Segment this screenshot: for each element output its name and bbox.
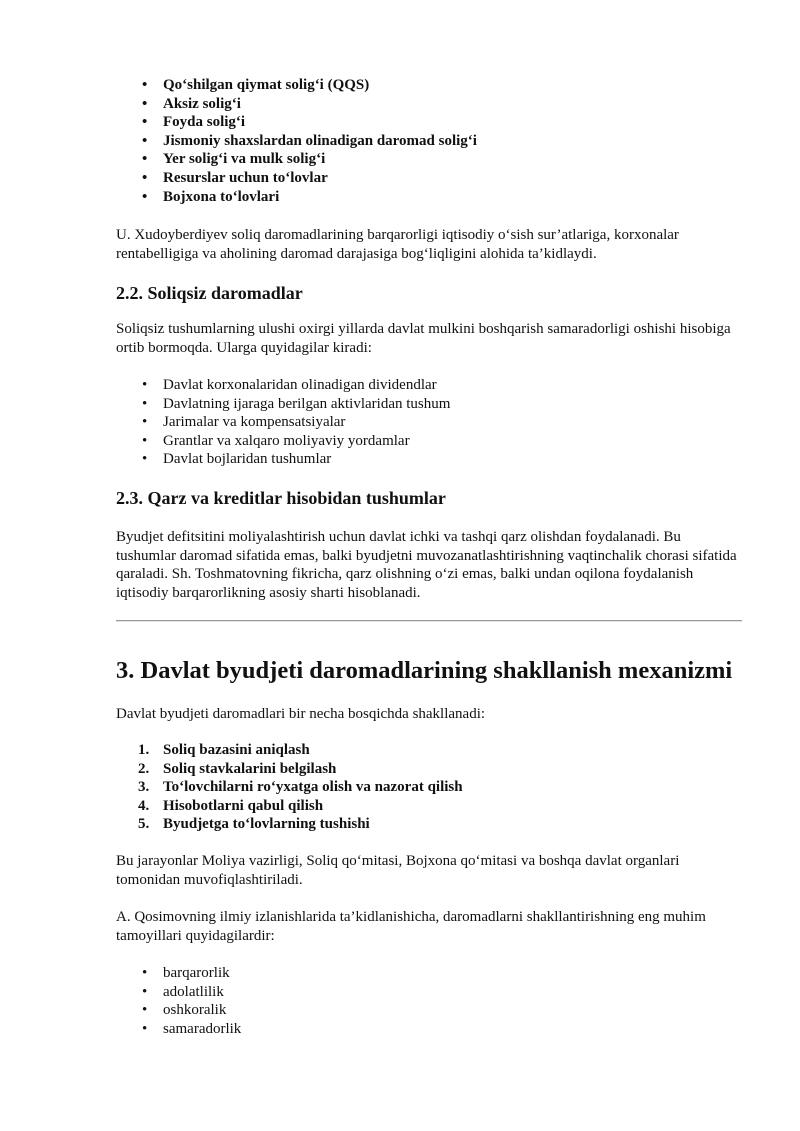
section-heading-3: 3. Davlat byudjeti daromadlarining shakllanish mexanizmi	[116, 657, 733, 684]
formation-steps-list	[116, 741, 744, 834]
section-heading-2-2: 2.2. Soliqsiz daromadlar	[116, 283, 303, 303]
paragraph-stages-intro: Davlat byudjeti daromadlari bir necha bosqichda shakllanadi:	[116, 706, 486, 722]
list-item: • Qo‘shilgan qiymat solig‘i (QQS)	[116, 76, 744, 95]
paragraph-xudoyberdiyev: U. Xudoyberdiyev soliq daromadlarining barqarorligi iqtisodiy o‘sish sur’atlariga, korxonalar rentabelligiga va aholining daromad darajasiga bog‘liqligini alohida ta’kidlaydi.	[116, 227, 679, 262]
list-item-text: To‘lovchilarni ro‘yxatga olish va nazorat qilish	[163, 779, 463, 796]
list-item: • Grantlar va xalqaro moliyaviy yordamlar	[116, 432, 744, 451]
list-number: 4.	[138, 797, 150, 814]
paragraph-debt: Byudjet defitsitini moliyalashtirish uchun davlat ichki va tashqi qarz olishdan foydalanadi. Bu tushumlar daromad sifatida emas, balki byudjetni muvozanatlashtirishning vaqtinchalik chorasi sifatida qaraladi. Sh. Toshmatovning fikricha, qarz olishning o‘zi emas, balki undan oqilona foydalanish iqtisodiy barqarorlikning asosiy sharti hisoblanadi.	[116, 529, 737, 601]
list-item: • Davlat bojlaridan tushumlar	[116, 450, 744, 469]
horizontal-divider	[116, 620, 742, 622]
list-item	[116, 778, 744, 797]
list-item: • Foyda solig‘i	[116, 113, 744, 132]
list-item	[116, 815, 744, 834]
paragraph-organs: Bu jarayonlar Moliya vazirligi, Soliq qo‘mitasi, Bojxona qo‘mitasi va boshqa davlat organlari tomonidan muvofiqlashtiriladi.	[116, 853, 680, 888]
tax-revenue-list	[116, 76, 744, 206]
list-item	[116, 760, 744, 779]
list-item: • samaradorlik	[116, 1020, 744, 1039]
list-item-text: Soliq bazasini aniqlash	[163, 742, 310, 758]
list-item: • Resurslar uchun to‘lovlar	[116, 169, 744, 188]
list-number: 3.	[138, 779, 150, 796]
list-number: 1.	[138, 742, 150, 758]
list-number: 5.	[138, 816, 150, 833]
list-item-text: Soliq stavkalarini belgilash	[163, 760, 337, 777]
list-item: • Jarimalar va kompensatsiyalar	[116, 413, 744, 432]
list-item-text: Byudjetga to‘lovlarning tushishi	[163, 816, 370, 833]
list-item	[116, 741, 744, 760]
principles-list	[116, 964, 744, 1038]
list-item: • Jismoniy shaxslardan olinadigan daromad solig‘i	[116, 132, 744, 151]
list-item: • oshkoralik	[116, 1001, 744, 1020]
section-heading-2-3: 2.3. Qarz va kreditlar hisobidan tushumlar	[116, 488, 446, 508]
list-number: 2.	[138, 760, 150, 777]
paragraph-non-tax: Soliqsiz tushumlarning ulushi oxirgi yillarda davlat mulkini boshqarish samaradorligi oshishi hisobiga ortib bormoqda. Ularga quyidagilar kiradi:	[116, 321, 731, 356]
list-item: • Davlat korxonalaridan olinadigan dividendlar	[116, 376, 744, 395]
list-item	[116, 797, 744, 816]
list-item: • Aksiz solig‘i	[116, 95, 744, 114]
list-item: • Bojxona to‘lovlari	[116, 188, 744, 207]
list-item: • Yer solig‘i va mulk solig‘i	[116, 150, 744, 169]
list-item: • Davlatning ijaraga berilgan aktivlaridan tushum	[116, 395, 744, 414]
list-item-text: Hisobotlarni qabul qilish	[163, 797, 324, 814]
list-item: • adolatlilik	[116, 983, 744, 1002]
non-tax-revenue-list	[116, 376, 744, 469]
list-item: • barqarorlik	[116, 964, 744, 983]
paragraph-principles: A. Qosimovning ilmiy izlanishlarida ta’kidlanishicha, daromadlarni shakllantirishning eng muhim tamoyillari quyidagilardir:	[116, 909, 706, 944]
